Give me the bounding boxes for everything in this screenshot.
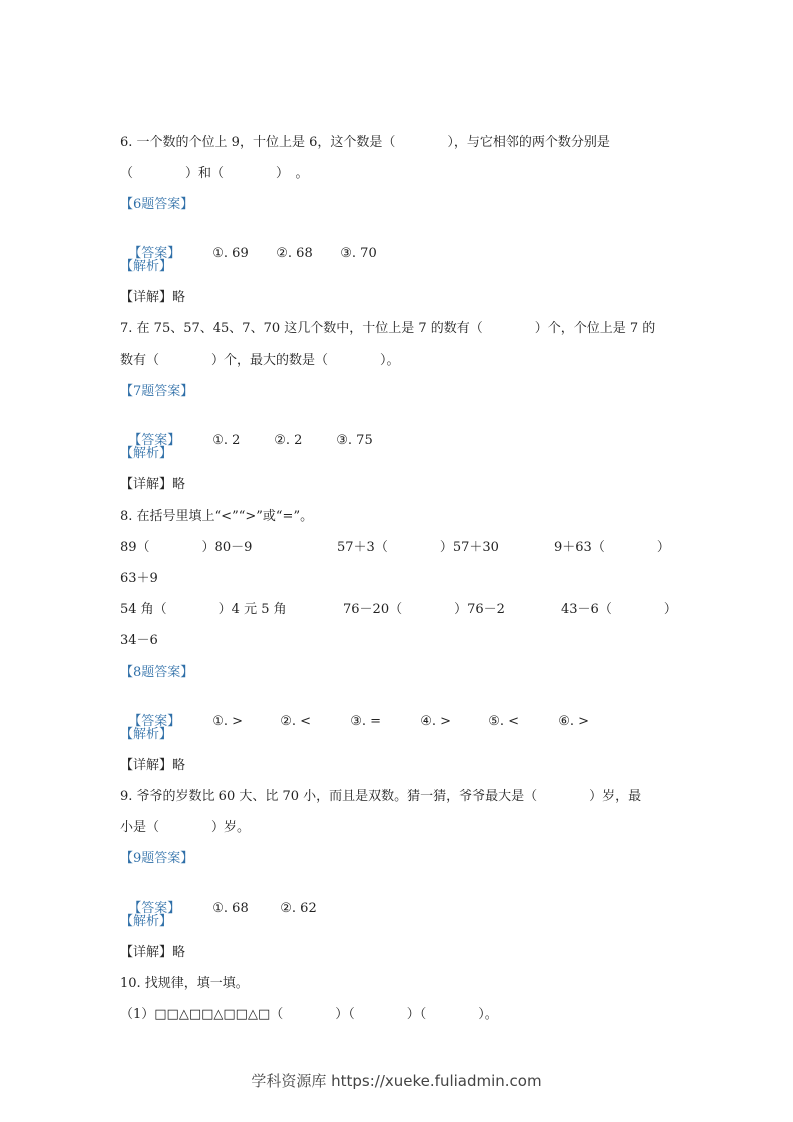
q7-answer-header: 【7题答案】	[120, 384, 194, 399]
q6-stem-line1: 6. 一个数的个位上 9，十位上是 6，这个数是（ ），与它相邻的两个数分别是	[120, 135, 610, 150]
q7-detail: 【详解】略	[120, 477, 186, 492]
q9-stem-line1: 9. 爷爷的岁数比 60 大、比 70 小，而且是双数。猜一猜，爷爷最大是（ ）岁，最	[120, 789, 642, 804]
answer-item: ②. 62	[280, 901, 317, 916]
answer-item: ②. 68	[276, 246, 313, 261]
q8-detail: 【详解】略	[120, 758, 186, 773]
answer-item: ③. =	[350, 714, 382, 729]
q6-stem-line2: （ ）和（ ） 。	[120, 166, 309, 181]
q8-item-3: 9＋63（ ）	[554, 540, 670, 555]
answer-item: ⑤. <	[488, 714, 520, 729]
q8-analysis-label: 【解析】	[120, 727, 173, 742]
answer-item: ①. 68	[212, 901, 249, 916]
q6-analysis-label: 【解析】	[120, 259, 173, 274]
q9-detail: 【详解】略	[120, 945, 186, 960]
q7-stem-line1: 7. 在 75、57、45、7、70 这几个数中，十位上是 7 的数有（ ）个，个位上是 7 的	[120, 321, 656, 336]
q10-stem: 10. 找规律，填一填。	[120, 976, 249, 991]
q8-item-4: 54 角（ ）4 元 5 角	[120, 602, 287, 617]
answer-item: ②. 2	[274, 433, 303, 448]
answer-item: ⑥. >	[558, 714, 590, 729]
q7-analysis-label: 【解析】	[120, 446, 173, 461]
q9-stem-line2: 小是（ ）岁。	[120, 820, 251, 835]
q8-item-1: 89（ ）80－9	[120, 540, 253, 555]
q7-stem-line2: 数有（ ）个，最大的数是（ ）。	[120, 353, 400, 368]
answer-label: 【答案】	[128, 433, 181, 448]
answer-item: ①. 2	[212, 433, 241, 448]
answer-label: 【答案】	[128, 714, 181, 729]
q9-analysis-label: 【解析】	[120, 914, 173, 929]
q8-answer-header: 【8题答案】	[120, 665, 194, 680]
q6-answer-header: 【6题答案】	[120, 197, 194, 212]
answer-item: ②. <	[280, 714, 312, 729]
q8-item-6-cont: 34－6	[120, 633, 158, 648]
answer-item: ①. >	[212, 714, 244, 729]
answer-item: ①. 69	[212, 246, 249, 261]
answer-label: 【答案】	[128, 246, 181, 261]
q9-answer-header: 【9题答案】	[120, 851, 194, 866]
q8-item-6: 43－6（ ）	[561, 602, 677, 617]
q8-stem: 8. 在括号里填上“<”“>”或“=”。	[120, 509, 314, 524]
q10-pattern: （1）□□△□□△□□△□（ ）（ ）（ ）。	[120, 1007, 498, 1022]
q8-item-2: 57＋3（ ）57＋30	[337, 540, 499, 555]
q8-item-3-cont: 63＋9	[120, 571, 158, 586]
answer-item: ④. >	[420, 714, 452, 729]
q6-detail: 【详解】略	[120, 290, 186, 305]
answer-label: 【答案】	[128, 901, 181, 916]
answer-item: ③. 75	[336, 433, 373, 448]
footer-watermark: 学科资源库 https://xueke.fuliadmin.com	[251, 1072, 542, 1090]
q8-answer-row	[120, 695, 589, 731]
answer-item: ③. 70	[340, 246, 377, 261]
q8-item-5: 76－20（ ）76－2	[343, 602, 505, 617]
